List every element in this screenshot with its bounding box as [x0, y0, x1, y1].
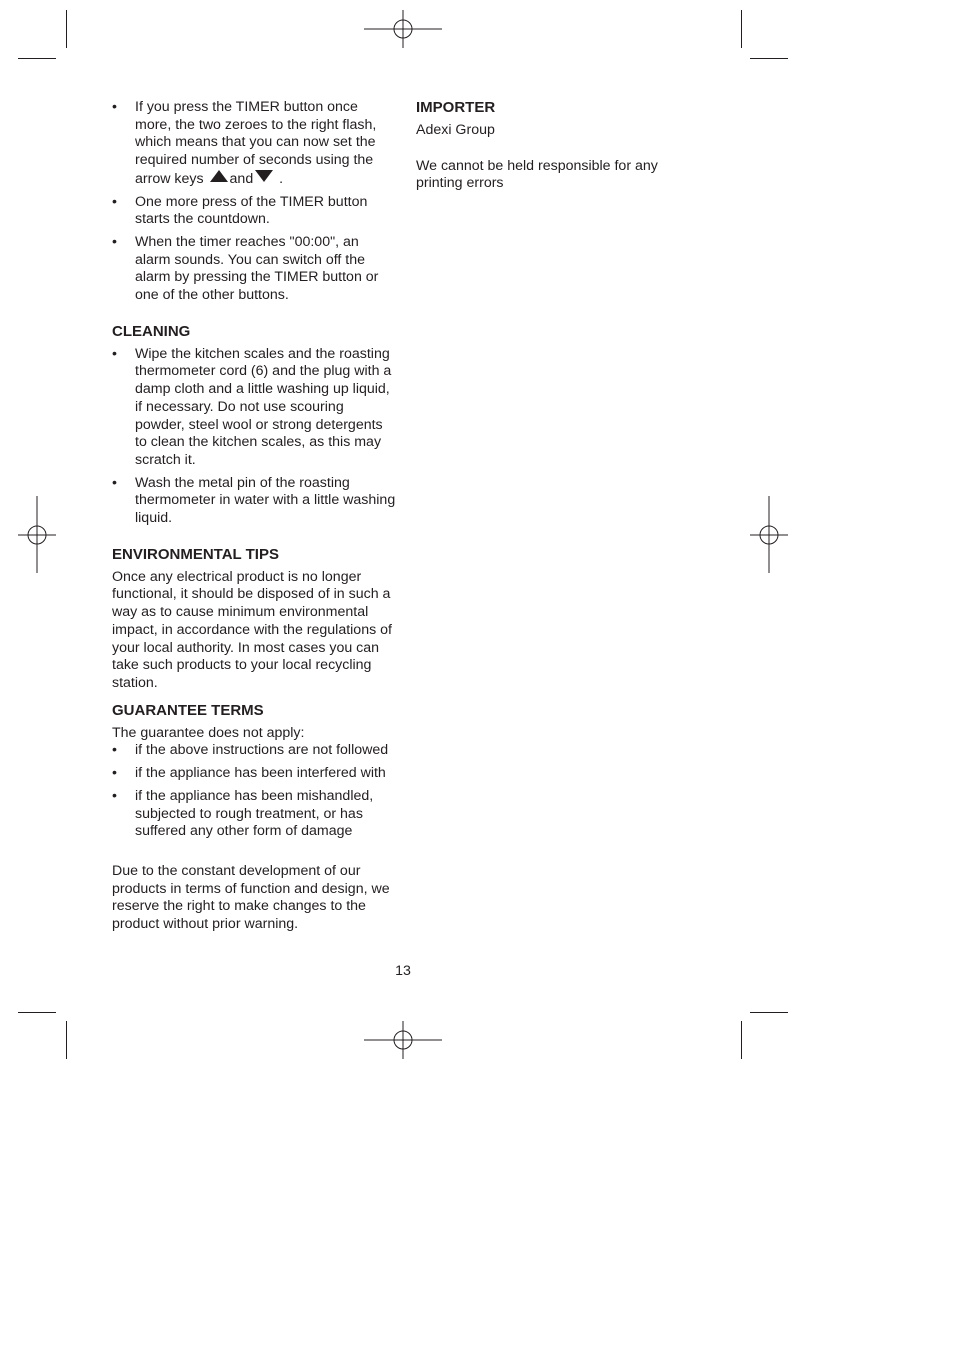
environmental-tips-text: Once any electrical product is no longer functional, it should be disposed of in such a way as to cause minimum environmental impact, in accordance with the regulations of your local authority. In most cases you can take such products to your local recycling station. [112, 568, 392, 691]
right-column [416, 99, 686, 193]
environmental-tips-heading: ENVIRONMENTAL TIPS [112, 545, 279, 563]
guarantee-terms-heading: GUARANTEE TERMS [112, 701, 264, 719]
left-column [112, 99, 397, 934]
list-item: • if the above instructions are not followed [112, 742, 397, 760]
list-item: • When the timer reaches "00:00", an alarm sounds. You can switch off the alarm by pressing the TIMER button or one of the other buttons. [112, 234, 397, 305]
printing-errors-disclaimer: We cannot be held responsible for any printing errors [416, 157, 658, 192]
arrow-keys-end: . [279, 170, 284, 187]
page-number: 13 [395, 963, 411, 979]
arrow-up-icon [210, 170, 228, 182]
cleaning-heading: CLEANING [112, 322, 191, 340]
cleaning-list [112, 346, 397, 528]
timer-instructions-list [112, 99, 397, 305]
importer-name: Adexi Group [416, 122, 495, 138]
registration-mark-icon [750, 496, 788, 573]
guarantee-intro: The guarantee does not apply: [112, 724, 305, 741]
arrow-keys-and: and [229, 170, 254, 187]
list-item: • Wipe the kitchen scales and the roasting thermometer cord (6) and the plug with a damp cloth and a little washing up liquid, if necessary. Do not use scouring powder, steel wool or strong detergents to clean the kitchen scales, as this may scratch it. [112, 346, 397, 470]
product-changes-notice: Due to the constant development of our products in terms of function and design, we reserve the right to make changes to the product without prior warning. [112, 862, 390, 933]
list-item: • if the appliance has been mishandled, subjected to rough treatment, or has suffered any other form of damage [112, 788, 397, 841]
registration-mark-icon [364, 1021, 442, 1059]
list-item: • if the appliance has been interfered with [112, 765, 397, 783]
registration-mark-icon [18, 496, 56, 573]
guarantee-exclusions-list [112, 742, 397, 841]
list-item: • One more press of the TIMER button starts the countdown. [112, 194, 397, 229]
list-item: • Wash the metal pin of the roasting thermometer in water with a little washing liquid. [112, 475, 397, 528]
importer-heading: IMPORTER [416, 99, 496, 116]
registration-mark-icon [364, 10, 442, 48]
arrow-down-icon [255, 170, 273, 182]
list-item: • If you press the TIMER button once more, the two zeroes to the right flash, which means that you can now set the required number of seconds using the arrow keys and . [112, 99, 397, 189]
